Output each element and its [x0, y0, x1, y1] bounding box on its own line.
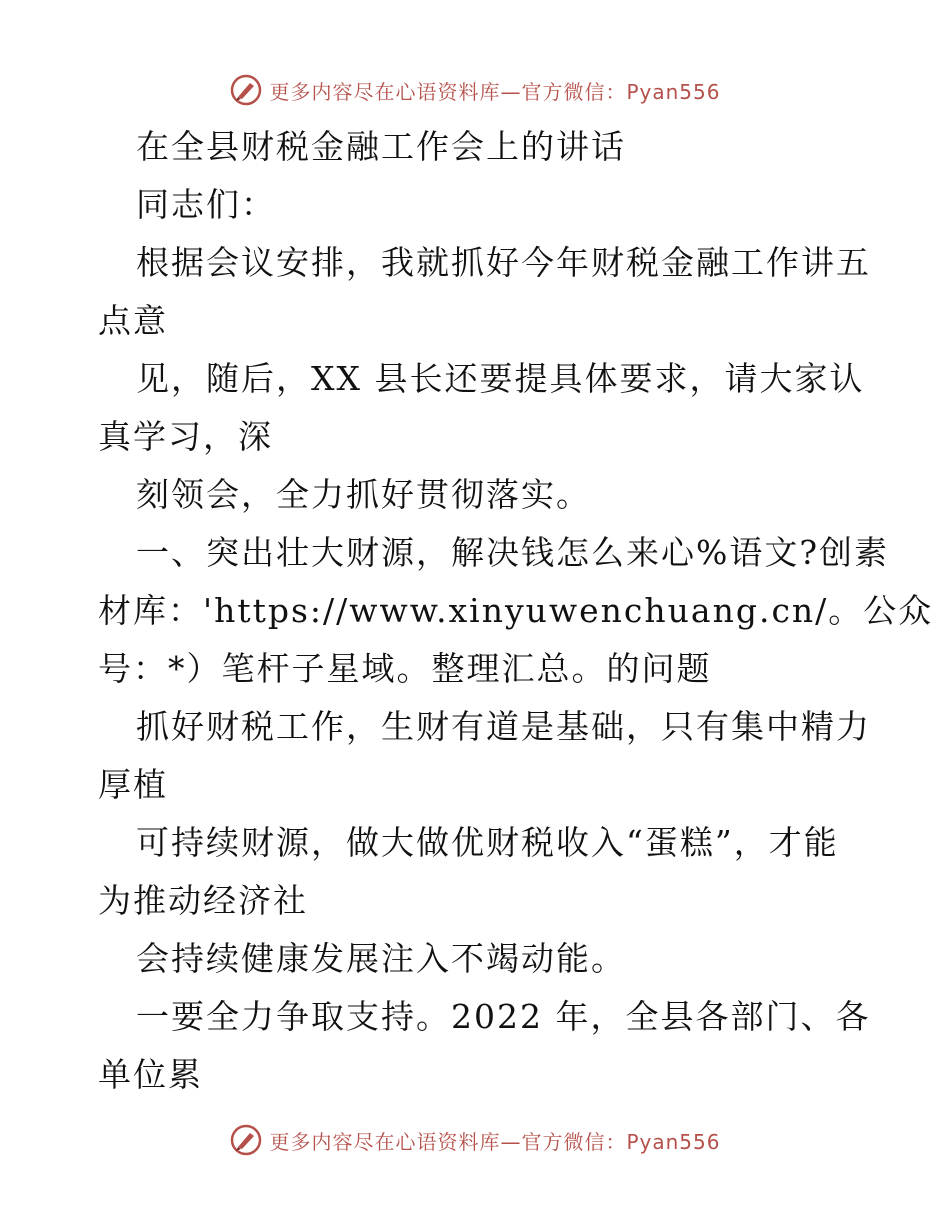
text-line: 会持续健康发展注入不竭动能。 — [136, 939, 626, 978]
text-line: 一、突出壮大财源，解决钱怎么来心%语文?创素 — [136, 533, 890, 572]
text-line: 可持续财源，做大做优财税收入“蛋糕”，才能 — [136, 823, 839, 862]
footer-watermark — [0, 1120, 950, 1160]
document-body — [98, 118, 934, 1104]
text-line: 单位累 — [98, 1055, 203, 1094]
pen-seal-icon — [229, 1123, 263, 1157]
text-line: 为推动经济社 — [98, 881, 308, 920]
watermark-text: 更多内容尽在心语资料库—官方微信：Pyan556 — [269, 1129, 721, 1154]
text-line: 一要全力争取支持。2022 年，全县各部门、各 — [136, 997, 871, 1036]
text-line: 刻领会，全力抓好贯彻落实。 — [136, 475, 591, 514]
text-line: 号：*）笔杆子星域。整理汇总。的问题 — [98, 649, 712, 688]
text-line: 见，随后，XX 县长还要提具体要求，请大家认 — [136, 359, 865, 398]
text-line: 点意 — [98, 301, 168, 340]
watermark-text: 更多内容尽在心语资料库—官方微信：Pyan556 — [269, 79, 721, 104]
text-line: 同志们： — [136, 185, 276, 224]
text-line: 厚植 — [98, 765, 168, 804]
text-line: 抓好财税工作，生财有道是基础，只有集中精力 — [136, 707, 871, 746]
pen-seal-icon — [229, 73, 263, 107]
text-line: 根据会议安排，我就抓好今年财税金融工作讲五 — [136, 243, 871, 282]
text-line: 在全县财税金融工作会上的讲话 — [136, 127, 626, 166]
text-line: 材库：'https://www.xinyuwenchuang.cn/。公众 — [98, 591, 934, 630]
text-line: 真学习，深 — [98, 417, 273, 456]
header-watermark — [0, 70, 950, 110]
